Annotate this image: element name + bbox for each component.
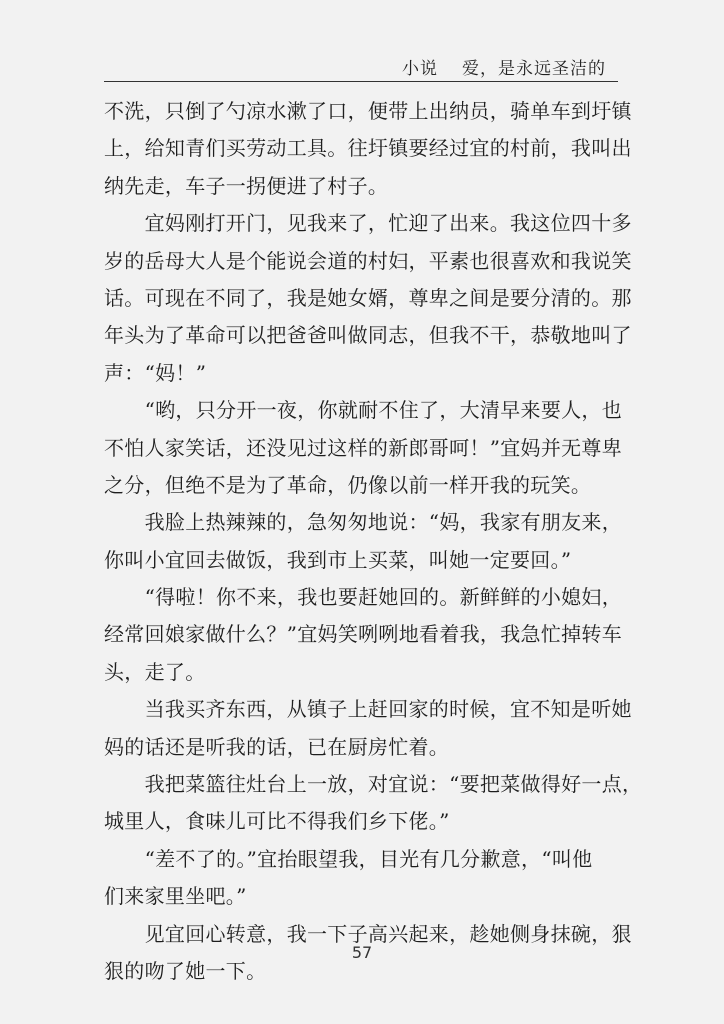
text-line: 不洗，只倒了勺凉水漱了口，便带上出纳员，骑单车到圩镇 (104, 99, 632, 123)
text-line: 不怕人家笑话，还没见过这样的新郎哥呵！”宜妈并无尊卑 (104, 435, 623, 460)
text-line: “哟，只分开一夜，你就耐不住了，大清早来要人，也 (104, 398, 623, 423)
header-section: 小说 (402, 59, 438, 79)
text-line: 见宜回心转意，我一下子高兴起来，趁她侧身抹碗，狠 (104, 921, 632, 946)
text-line: 当我买齐东西，从镇子上赶回家的时候，宜不知是听她 (104, 697, 632, 722)
text-line: 狠的吻了她一下。 (104, 958, 267, 983)
text-line: 头，走了。 (104, 659, 206, 684)
text-line: 纳先走，车子一拐便进了村子。 (104, 173, 389, 198)
text-line: 宜妈刚打开门，见我来了，忙迎了出来。我这位四十多 (104, 211, 632, 236)
text-line: 我脸上热辣辣的，急匆匆地说：“妈，我家有朋友来， (104, 510, 623, 535)
header-rule (104, 81, 618, 82)
running-header (402, 54, 606, 79)
text-line: “差不了的。”宜抬眼望我，目光有几分歉意，“叫他 (104, 846, 593, 871)
text-line: 上，给知青们买劳动工具。往圩镇要经过宜的村前，我叫出 (104, 136, 632, 161)
text-line: 城里人，食味儿可比不得我们乡下佬。” (104, 809, 450, 834)
text-line: “得啦！你不来，我也要赶她回的。新鲜鲜的小媳妇， (104, 585, 623, 610)
page-number: 57 (351, 943, 373, 962)
body-text (104, 93, 643, 990)
text-line: 之分，但绝不是为了革命，仍像以前一样开我的玩笑。 (104, 472, 592, 497)
text-line: 年头为了革命可以把爸爸叫做同志，但我不干，恭敬地叫了 (104, 323, 632, 348)
text-line: 我把菜篮往灶台上一放，对宜说：“要把菜做得好一点， (104, 772, 643, 797)
header-title: 爱，是永远圣洁的 (462, 59, 606, 79)
text-line: 声：“妈！” (104, 360, 207, 385)
text-line: 岁的岳母大人是个能说会道的村妇，平素也很喜欢和我说笑 (104, 248, 632, 273)
text-line: 你叫小宜回去做饭，我到市上买菜，叫她一定要回。” (104, 547, 572, 572)
text-line: 们来家里坐吧。” (104, 884, 247, 909)
text-line: 话。可现在不同了，我是她女婿，尊卑之间是要分清的。那 (104, 285, 632, 310)
text-line: 经常回娘家做什么？”宜妈笑咧咧地看着我，我急忙掉转车 (104, 622, 623, 647)
text-line: 妈的话还是听我的话，已在厨房忙着。 (104, 734, 450, 759)
